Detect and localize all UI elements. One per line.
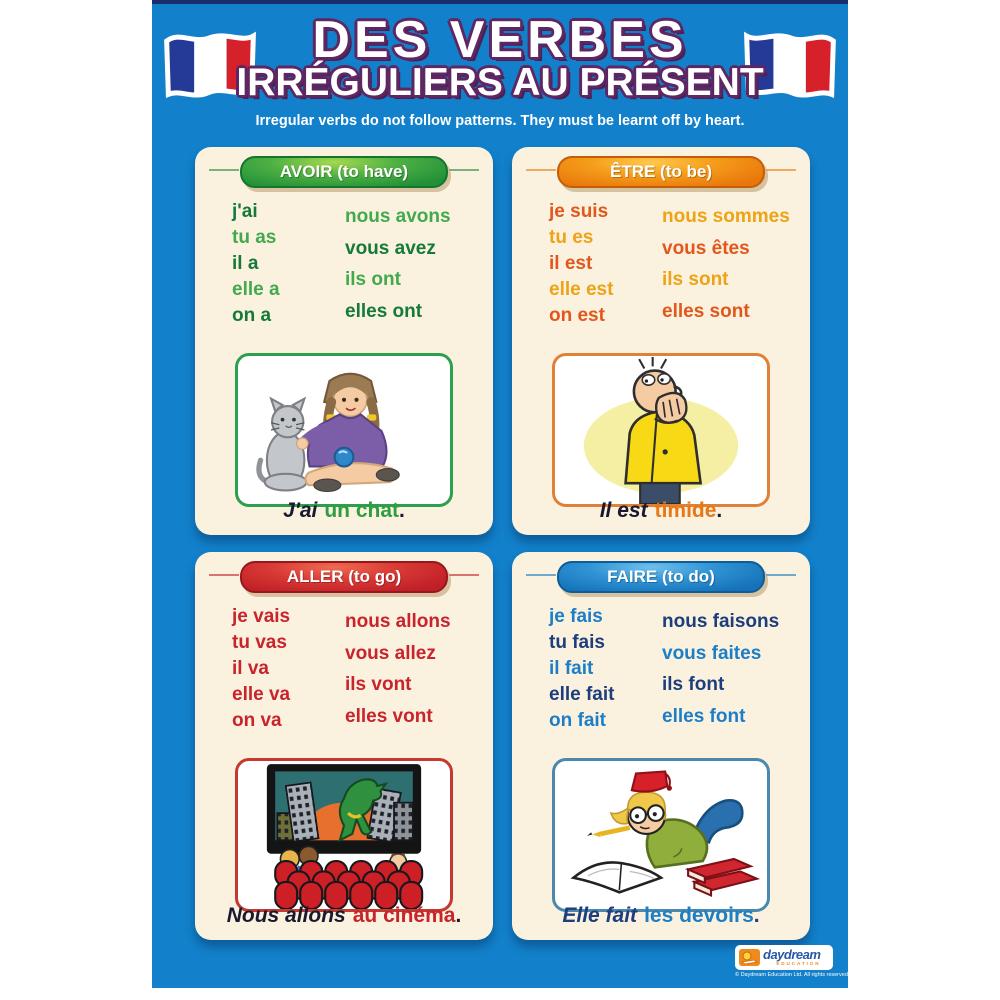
caption-period: . [753, 904, 760, 927]
conjugation-cell: elles ont [345, 300, 423, 322]
illustration-box [235, 758, 453, 912]
card-header-pill: FAIRE (to do) [557, 561, 765, 593]
example-caption [512, 499, 810, 523]
conjugation-cell: je suis [549, 201, 609, 222]
header-rule-left [209, 574, 239, 576]
verb-card-faire [512, 552, 810, 940]
conjugation-table [512, 604, 810, 734]
logo-subtitle-text: EDUCATION [776, 961, 821, 967]
poster [152, 0, 848, 988]
conjugation-cell: on est [549, 305, 605, 326]
header-rule-left [209, 169, 239, 171]
verb-card-aller [195, 552, 493, 940]
conjugation-cell: vous allez [345, 642, 436, 664]
conjugation-cell: vous avez [345, 237, 436, 259]
top-border-bar [152, 0, 848, 4]
caption-period: . [399, 499, 405, 522]
example-caption [195, 904, 493, 928]
conjugation-cell: je fais [549, 606, 603, 627]
poster-title-line1: DES VERBES [312, 11, 688, 69]
conjugation-cell: elle fait [549, 684, 615, 705]
verb-card-avoir [195, 147, 493, 535]
conjugation-table [512, 199, 810, 329]
example-caption [512, 904, 810, 928]
conjugation-cell: ils vont [345, 674, 412, 695]
conjugation-cell: elle a [232, 279, 280, 300]
conjugation-cell: je vais [232, 606, 291, 627]
conjugation-cell: on a [232, 305, 272, 326]
header-rule-right [449, 574, 479, 576]
caption-subject: Elle fait [562, 904, 638, 927]
conjugation-cell: nous faisons [662, 611, 780, 632]
header-rule-left [526, 169, 556, 171]
card-header-pill: ÊTRE (to be) [557, 156, 765, 188]
copyright-line: © Daydream Education Ltd. All rights reserved. [735, 972, 850, 978]
logo-brand-text: daydream [763, 947, 821, 963]
conjugation-cell: on va [232, 710, 282, 731]
conjugation-cell: nous allons [345, 611, 451, 632]
verb-card-etre [512, 147, 810, 535]
illustration-box [235, 353, 453, 507]
conjugation-cell: elle va [232, 684, 291, 705]
girl-with-cat-illustration [238, 356, 450, 504]
header-rule-right [766, 574, 796, 576]
conjugation-table [195, 199, 493, 329]
header-rule-right [449, 169, 479, 171]
shy-man-illustration [555, 356, 767, 504]
conjugation-cell: nous sommes [662, 206, 790, 227]
example-caption [195, 499, 493, 523]
girl-homework-illustration [555, 761, 767, 909]
conjugation-cell: il est [549, 253, 593, 274]
daydream-bed-icon [739, 949, 760, 966]
card-header-pill: ALLER (to go) [240, 561, 448, 593]
conjugation-cell: ils sont [662, 269, 729, 290]
conjugation-table [195, 604, 493, 734]
caption-subject: J'ai [283, 499, 318, 522]
conjugation-cell: elle est [549, 279, 614, 300]
conjugation-cell: nous avons [345, 206, 451, 227]
conjugation-cell: tu fais [549, 632, 605, 653]
caption-object: les devoirs [644, 904, 754, 927]
poster-subtitle: Irregular verbs do not follow patterns. They must be learnt off by heart. [255, 113, 745, 129]
conjugation-cell: ils ont [345, 269, 401, 290]
caption-subject: Nous allons [226, 904, 346, 927]
conjugation-cell: elles font [662, 705, 746, 727]
publisher-logo [735, 945, 850, 978]
poster-title-line2: IRRÉGULIERS AU PRÉSENT [236, 61, 764, 104]
conjugation-cell: tu as [232, 227, 277, 248]
conjugation-cell: vous faites [662, 642, 762, 664]
illustration-box [552, 353, 770, 507]
illustration-box [552, 758, 770, 912]
conjugation-cell: elles vont [345, 705, 433, 727]
cinema-illustration [238, 761, 450, 909]
header-rule-right [766, 169, 796, 171]
caption-subject: Il est [599, 499, 648, 522]
card-header-pill: AVOIR (to have) [240, 156, 448, 188]
conjugation-cell: tu vas [232, 632, 287, 653]
conjugation-cell: ils font [662, 674, 725, 695]
conjugation-cell: j'ai [232, 201, 258, 222]
header-rule-left [526, 574, 556, 576]
caption-object: un chat [324, 499, 399, 522]
conjugation-cell: il a [232, 253, 259, 274]
conjugation-cell: on fait [549, 710, 606, 731]
caption-object: timide [654, 499, 717, 522]
conjugation-cell: il fait [549, 658, 594, 679]
caption-period: . [455, 904, 462, 927]
logo-box [735, 945, 833, 970]
conjugation-cell: vous êtes [662, 237, 750, 259]
caption-object: au cinéma [352, 904, 456, 927]
conjugation-cell: il va [232, 658, 269, 679]
caption-period: . [716, 499, 723, 522]
conjugation-cell: elles sont [662, 300, 750, 322]
conjugation-cell: tu es [549, 227, 594, 248]
